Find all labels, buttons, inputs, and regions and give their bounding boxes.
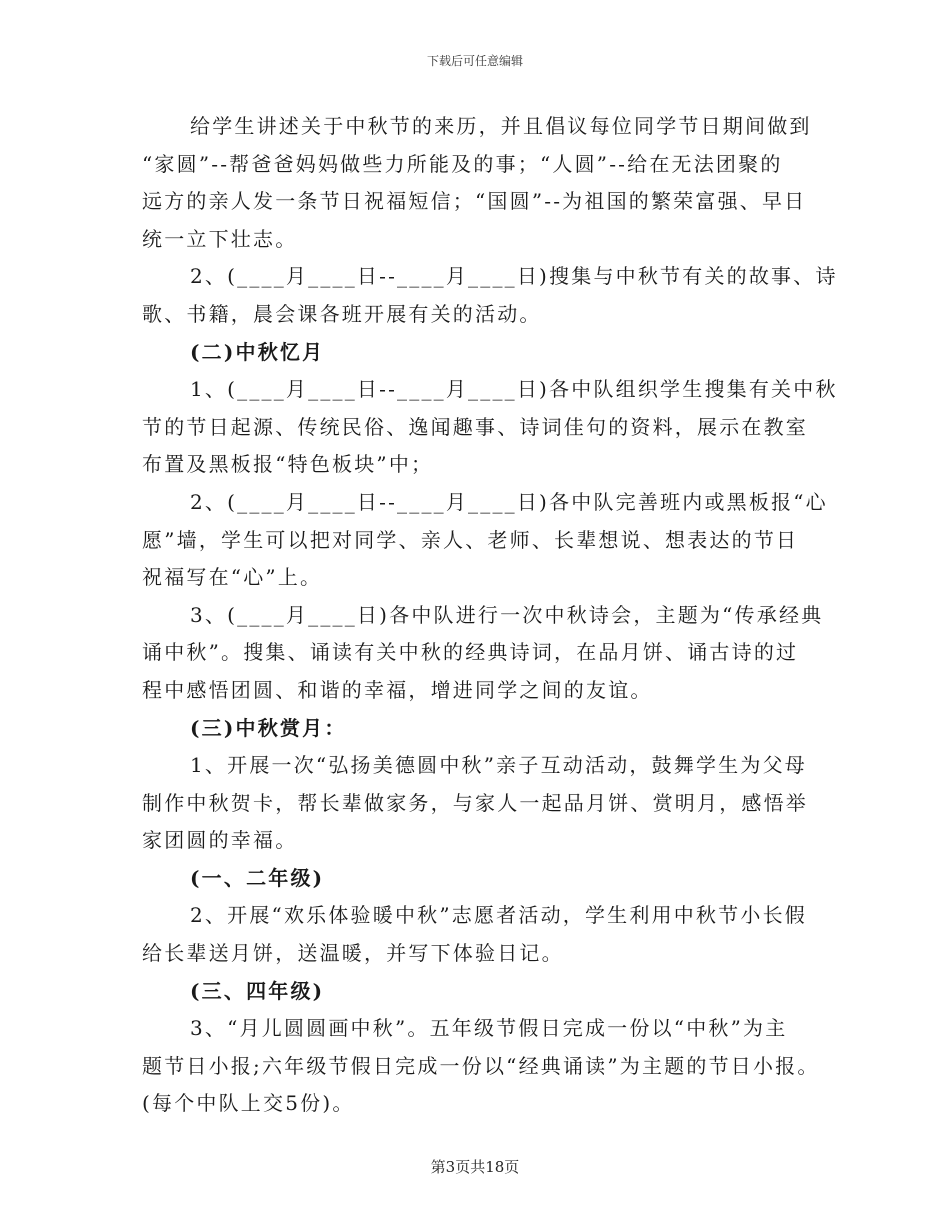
paragraph-line: 给学生讲述关于中秋节的来历，并且倡议每位同学节日期间做到 <box>190 114 812 138</box>
paragraph-line: 1、开展一次“弘扬美德圆中秋”亲子互动活动，鼓舞学生为父母 <box>190 753 807 778</box>
paragraph-line: 程中感悟团圆、和谐的幸福，增进同学之间的友谊。 <box>142 677 653 702</box>
paragraph-line: 2、开展“欢乐体验暖中秋”志愿者活动，学生利用中秋节小长假 <box>190 903 807 928</box>
paragraph-line: 2、(____月____日--____月____日)搜集与中秋节有关的故事、诗 <box>190 264 838 289</box>
section-heading: (二)中秋忆月 <box>190 339 325 364</box>
paragraph-line: 统一立下壮志。 <box>142 226 298 251</box>
paragraph-line: 远方的亲人发一条节日祝福短信；“国圆”--为祖国的繁荣富强、早日 <box>142 189 807 214</box>
section-heading: (三、四年级) <box>190 978 325 1003</box>
paragraph-line: 节的节日起源、传统民俗、逸闻趣事、诗词佳句的资料，展示在教室 <box>142 414 808 439</box>
paragraph-line: 3、“月儿圆圆画中秋”。五年级节假日完成一份以“中秋”为主 <box>190 1016 788 1041</box>
section-heading: (三)中秋赏月： <box>190 715 347 740</box>
page-header: 下载后可任意编辑 <box>426 54 523 68</box>
paragraph-line: 愿”墙，学生可以把对同学、亲人、老师、长辈想说、想表达的节日 <box>142 527 799 552</box>
paragraph-line: “家圆”--帮爸爸妈妈做些力所能及的事；“人圆”--给在无法团聚的 <box>142 151 783 176</box>
page-footer: 第3页共18页 <box>430 1158 520 1176</box>
section-heading: (一、二年级) <box>190 865 325 890</box>
paragraph-line: 3、(____月____日)各中队进行一次中秋诗会，主题为“传承经典 <box>190 602 824 627</box>
paragraph-line: 布置及黑板报“特色板块”中； <box>142 452 434 477</box>
paragraph-line: (每个中队上交5份)。 <box>142 1091 355 1116</box>
paragraph-line: 祝福写在“心”上。 <box>142 565 323 590</box>
paragraph-line: 歌、书籍，晨会课各班开展有关的活动。 <box>142 301 542 326</box>
document-body <box>142 108 838 1123</box>
paragraph-line: 给长辈送月饼，送温暖，并写下体验日记。 <box>142 941 564 966</box>
paragraph-line: 家团圆的幸福。 <box>142 828 298 853</box>
paragraph-line: 制作中秋贺卡，帮长辈做家务，与家人一起品月饼、赏明月，感悟举 <box>142 790 808 815</box>
paragraph-line: 2、(____月____日--____月____日)各中队完善班内或黑板报“心 <box>190 489 828 514</box>
paragraph-line: 题节日小报;六年级节假日完成一份以“经典诵读”为主题的节日小报。 <box>142 1053 820 1078</box>
paragraph-line: 1、(____月____日--____月____日)各中队组织学生搜集有关中秋 <box>190 377 838 402</box>
paragraph-line: 诵中秋”。搜集、诵读有关中秋的经典诗词，在品月饼、诵古诗的过 <box>142 640 799 665</box>
